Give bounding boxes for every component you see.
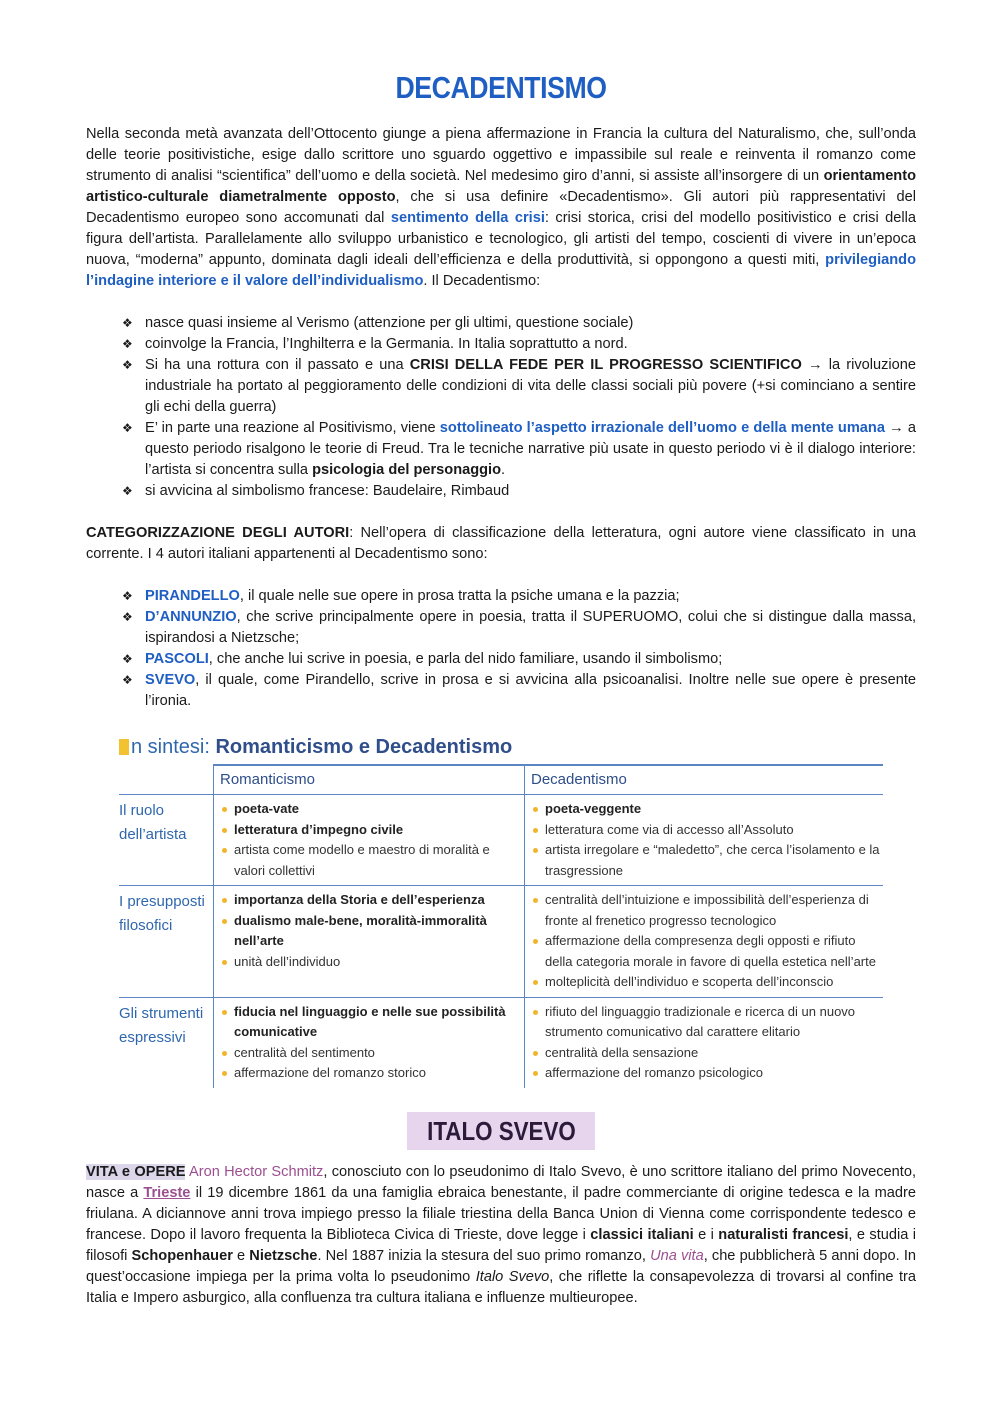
list-item-text: → la rivoluzione industriale ha portato al peggioramento delle condizioni di vita delle classi sociali più povere (+si cominciano a sentire gli echi della guerra) bbox=[145, 357, 917, 415]
svevo-work-title: Una vita bbox=[650, 1247, 704, 1264]
authors-list bbox=[86, 586, 916, 712]
table-cell-item bbox=[222, 890, 524, 911]
table-cell-text: letteratura d’impegno civile bbox=[234, 821, 404, 837]
table-row bbox=[119, 997, 883, 1088]
table-cell-item bbox=[533, 820, 883, 841]
svevo-city: Trieste bbox=[143, 1184, 191, 1201]
table-cell-text: dualismo male-bene, moralità-immoralità nell’arte bbox=[234, 912, 487, 948]
table-cell-item bbox=[533, 799, 883, 820]
intro-bold: orientamento artistico-culturale diametralmente opposto bbox=[86, 168, 916, 205]
intro-paragraph bbox=[86, 124, 916, 292]
table-header-empty bbox=[119, 765, 214, 795]
yellow-marker-icon bbox=[119, 739, 129, 755]
table-cell-text: centralità del sentimento bbox=[234, 1044, 375, 1060]
table-cell-text: affermazione della compresenza degli opposti e rifiuto della categoria morale in favore di quella estetica nell’arte bbox=[545, 933, 876, 969]
svevo-title-text: ITALO SVEVO bbox=[426, 1115, 576, 1146]
summary-title-main: Romanticismo e Decadentismo bbox=[215, 736, 513, 758]
bullet-dot-icon bbox=[222, 807, 227, 812]
list-item-bold: psicologia del personaggio bbox=[312, 462, 502, 478]
bullet-dot-icon bbox=[533, 1010, 538, 1015]
bullet-dot-icon bbox=[533, 898, 538, 903]
svevo-text: , e studia i filosofi bbox=[86, 1226, 916, 1264]
svevo-title bbox=[407, 1112, 596, 1150]
intro-highlight: privilegiando l’indagine interiore e il valore dell’individualismo bbox=[86, 252, 916, 289]
row-header: I presupposti filosofici bbox=[119, 886, 214, 998]
list-item-text: Si ha una rottura con il passato e una bbox=[145, 357, 410, 373]
table-cell-text: affermazione del romanzo psicologico bbox=[545, 1065, 763, 1080]
decadentismo-cell bbox=[525, 997, 884, 1088]
list-item bbox=[86, 481, 916, 502]
svevo-text: il 19 dicembre 1861 da una famiglia ebraica benestante, il padre commerciante di origine tedesca e la madre friulana. A diciannove anni trova impiego presso la filiale triestina della Banca Union di Vienna come corrispondente tedesco e francese. Dopo il lavoro frequenta la Biblioteca Civica di Trieste, dove legge i bbox=[86, 1184, 916, 1243]
bullet-dot-icon bbox=[533, 807, 538, 812]
svevo-text: , che pubblicherà 5 anni dopo. In quest’occasione impiega per la prima volta lo pseudonimo bbox=[86, 1247, 916, 1285]
bullet-dot-icon bbox=[222, 1071, 227, 1076]
diamond-bullet-icon: ❖ bbox=[122, 610, 133, 624]
diamond-bullet-icon: ❖ bbox=[122, 484, 133, 498]
svevo-section-header bbox=[86, 1112, 916, 1152]
table-cell-item bbox=[533, 1002, 883, 1043]
diamond-bullet-icon: ❖ bbox=[122, 589, 133, 603]
categorization-text: : Nell’opera di classificazione della letteratura, ogni autore viene classificato in una corrente. I 4 autori italiani appartenenti al Decadentismo sono: bbox=[86, 525, 916, 562]
table-cell-item bbox=[533, 931, 883, 972]
table-cell-item bbox=[533, 890, 883, 931]
bullet-dot-icon bbox=[222, 848, 227, 853]
bullet-dot-icon bbox=[533, 980, 538, 985]
author-item bbox=[86, 607, 916, 649]
svevo-text: , conosciuto con lo pseudonimo di Italo Svevo, è uno scrittore italiano del primo Novecento, nasce a bbox=[86, 1163, 916, 1201]
table-cell-text: importanza della Storia e dell’esperienza bbox=[234, 892, 485, 907]
svevo-label: VITA e OPERE bbox=[86, 1163, 186, 1180]
table-cell-text: artista irregolare e “maledetto”, che cerca l’isolamento e la trasgressione bbox=[545, 842, 880, 878]
intro-text: Nella seconda metà avanzata dell’Ottocento giunge a piena affermazione in Francia la cultura del Naturalismo, che, sull’onda delle teorie positivistiche, esige dallo scrittore uno sguardo oggettivo e impassibile sul reale e reinventa il romanzo come strumento di analisi “scientifica” dell’uomo e della società. Nel medesimo giro d’anni, si assiste all’insorgere di un bbox=[86, 126, 916, 184]
categorization-label: CATEGORIZZAZIONE DEGLI AUTORI bbox=[86, 525, 350, 541]
romanticismo-cell bbox=[214, 886, 525, 998]
table-cell-text: fiducia nel linguaggio e nelle sue possibilità comunicative bbox=[234, 1003, 506, 1039]
list-item-text: nasce quasi insieme al Verismo (attenzione per gli ultimi, questione sociale) bbox=[145, 315, 634, 331]
table-cell-item bbox=[222, 799, 524, 820]
intro-text: . Il Decadentismo: bbox=[423, 273, 541, 289]
bullet-dot-icon bbox=[222, 828, 227, 833]
diamond-bullet-icon: ❖ bbox=[122, 358, 133, 372]
summary-title-prefix: n sintesi: bbox=[131, 736, 216, 758]
table-cell-text: artista come modello e maestro di moralità e valori collettivi bbox=[234, 842, 490, 878]
svevo-paragraph bbox=[86, 1162, 916, 1309]
intro-text: : crisi storica, crisi del modello positivistico e crisi della figura dell’artista. Parallelamente allo sviluppo urbanistico e tecnologico, gli artisti del tempo, coscienti di vivere in un’epoca nuova, “moderna” appunto, dominata dagli ideali dell’efficienza e della produttività, si oppongono a questi miti, bbox=[86, 210, 917, 268]
table-cell-item bbox=[533, 1063, 883, 1084]
table-cell-text: poeta-vate bbox=[234, 801, 300, 816]
svevo-bold: Nietzsche bbox=[249, 1247, 318, 1264]
document-page bbox=[86, 66, 916, 1309]
list-item-text: . bbox=[501, 462, 506, 478]
categorization-paragraph bbox=[86, 523, 916, 565]
svevo-bold: Schopenhauer bbox=[131, 1247, 233, 1264]
bullet-dot-icon bbox=[533, 1071, 538, 1076]
table-cell-text: affermazione del romanzo storico bbox=[234, 1065, 426, 1080]
table-cell-item bbox=[533, 1043, 883, 1064]
svevo-text: e bbox=[232, 1247, 250, 1264]
list-item bbox=[86, 334, 916, 355]
author-text: , che scrive principalmente opere in poesia, tratta il SUPERUOMO, colui che si distingue dalla massa, ispirandosi a Nietzsche; bbox=[145, 609, 916, 646]
romanticismo-cell bbox=[214, 997, 525, 1088]
svevo-bold: naturalisti francesi bbox=[718, 1226, 849, 1243]
summary-table-figure bbox=[119, 734, 883, 1088]
diamond-bullet-icon: ❖ bbox=[122, 673, 133, 687]
page-title: DECADENTISMO bbox=[395, 70, 607, 105]
table-cell-item bbox=[222, 840, 524, 881]
svevo-bold: classici italiani bbox=[590, 1226, 694, 1243]
author-item bbox=[86, 670, 916, 712]
list-item bbox=[86, 418, 916, 481]
list-item-text: E’ in parte una reazione al Positivismo, viene bbox=[145, 420, 440, 436]
svevo-text: e i bbox=[693, 1226, 719, 1243]
bullet-dot-icon bbox=[533, 828, 538, 833]
list-item bbox=[86, 313, 916, 334]
svevo-text: . Nel 1887 inizia la stesura del suo primo romanzo, bbox=[317, 1247, 651, 1264]
table-row bbox=[119, 795, 883, 886]
bullet-dot-icon bbox=[222, 919, 227, 924]
row-header: Il ruolo dell’artista bbox=[119, 795, 214, 886]
table-cell-item bbox=[222, 1043, 524, 1064]
decadentismo-cell bbox=[525, 886, 884, 998]
summary-title bbox=[119, 734, 883, 764]
table-cell-item bbox=[222, 911, 524, 952]
table-row bbox=[119, 886, 883, 998]
list-item-text: si avvicina al simbolismo francese: Baudelaire, Rimbaud bbox=[145, 483, 510, 499]
table-header-row bbox=[119, 765, 883, 795]
author-item bbox=[86, 586, 916, 607]
bullet-dot-icon bbox=[222, 898, 227, 903]
table-cell-text: centralità dell’intuizione e impossibilità dell’esperienza di fronte al frenetico progresso tecnologico bbox=[545, 892, 869, 928]
table-cell-text: centralità della sensazione bbox=[545, 1044, 699, 1060]
table-cell-item bbox=[222, 820, 524, 841]
svevo-real-name: Aron Hector Schmitz bbox=[188, 1163, 324, 1180]
table-cell-item bbox=[222, 1063, 524, 1084]
table-cell-text: letteratura come via di accesso all’Assoluto bbox=[545, 821, 794, 837]
table-cell-text: poeta-veggente bbox=[545, 801, 642, 816]
bullet-dot-icon bbox=[222, 1010, 227, 1015]
author-name: PASCOLI bbox=[145, 651, 209, 667]
summary-table bbox=[119, 764, 883, 1088]
svevo-text: , che riflette la consapevolezza di trovarsi al confine tra Italia e Impero asburgico, alla confluenza tra cultura italiana e influenze multieuropee. bbox=[86, 1268, 916, 1306]
author-text: , il quale, come Pirandello, scrive in prosa e si avvicina alla psicoanalisi. Inoltre nelle sue opere è presente l’ironia. bbox=[145, 672, 916, 709]
bullet-dot-icon bbox=[222, 1051, 227, 1056]
decadentismo-points bbox=[86, 313, 916, 502]
table-cell-item bbox=[222, 952, 524, 973]
author-text: , che anche lui scrive in poesia, e parla del nido familiare, usando il simbolismo; bbox=[208, 651, 723, 667]
author-item bbox=[86, 649, 916, 670]
diamond-bullet-icon: ❖ bbox=[122, 652, 133, 666]
list-item-bold: CRISI DELLA FEDE PER IL PROGRESSO SCIENTIFICO bbox=[409, 357, 802, 373]
table-cell-item bbox=[533, 972, 883, 993]
bullet-dot-icon bbox=[222, 960, 227, 965]
author-name: D’ANNUNZIO bbox=[145, 609, 237, 625]
decadentismo-cell bbox=[525, 795, 884, 886]
diamond-bullet-icon: ❖ bbox=[122, 316, 133, 330]
svevo-pseudonym: Italo Svevo bbox=[475, 1268, 550, 1285]
table-cell-item bbox=[222, 1002, 524, 1043]
bullet-dot-icon bbox=[533, 939, 538, 944]
column-header-decadentismo: Decadentismo bbox=[525, 765, 884, 795]
table-cell-text: molteplicità dell’individuo e scoperta dell’inconscio bbox=[545, 974, 834, 989]
column-header-romanticismo: Romanticismo bbox=[214, 765, 525, 795]
author-name: SVEVO bbox=[145, 672, 196, 688]
list-item-text: → a questo periodo risalgono le teorie di Freud. Tra le tecniche narrative più usate in questo periodo vi è il dialogo interiore: l’artista si concentra sulla bbox=[145, 420, 916, 478]
list-item bbox=[86, 355, 916, 418]
romanticismo-cell bbox=[214, 795, 525, 886]
list-item-highlight: sottolineato l’aspetto irrazionale dell’uomo e della mente umana bbox=[439, 420, 885, 436]
author-name: PIRANDELLO bbox=[145, 588, 240, 604]
table-cell-item bbox=[533, 840, 883, 881]
diamond-bullet-icon: ❖ bbox=[122, 337, 133, 351]
diamond-bullet-icon: ❖ bbox=[122, 421, 133, 435]
intro-text: , che si usa definire «Decadentismo». Gli autori più rappresentativi del Decadentismo europeo sono accomunati dal bbox=[86, 189, 916, 226]
bullet-dot-icon bbox=[533, 848, 538, 853]
table-cell-text: unità dell’individuo bbox=[234, 953, 341, 969]
intro-highlight: sentimento della crisi bbox=[390, 210, 545, 226]
bullet-dot-icon bbox=[533, 1051, 538, 1056]
row-header: Gli strumenti espressivi bbox=[119, 1004, 204, 1046]
author-text: , il quale nelle sue opere in prosa tratta la psiche umana e la pazzia; bbox=[239, 588, 680, 604]
table-cell-text: rifiuto del linguaggio tradizionale e ricerca di un nuovo strumento comunicativo dal carattere elitario bbox=[545, 1003, 856, 1039]
list-item-text: coinvolge la Francia, l’Inghilterra e la Germania. In Italia soprattutto a nord. bbox=[145, 336, 628, 352]
